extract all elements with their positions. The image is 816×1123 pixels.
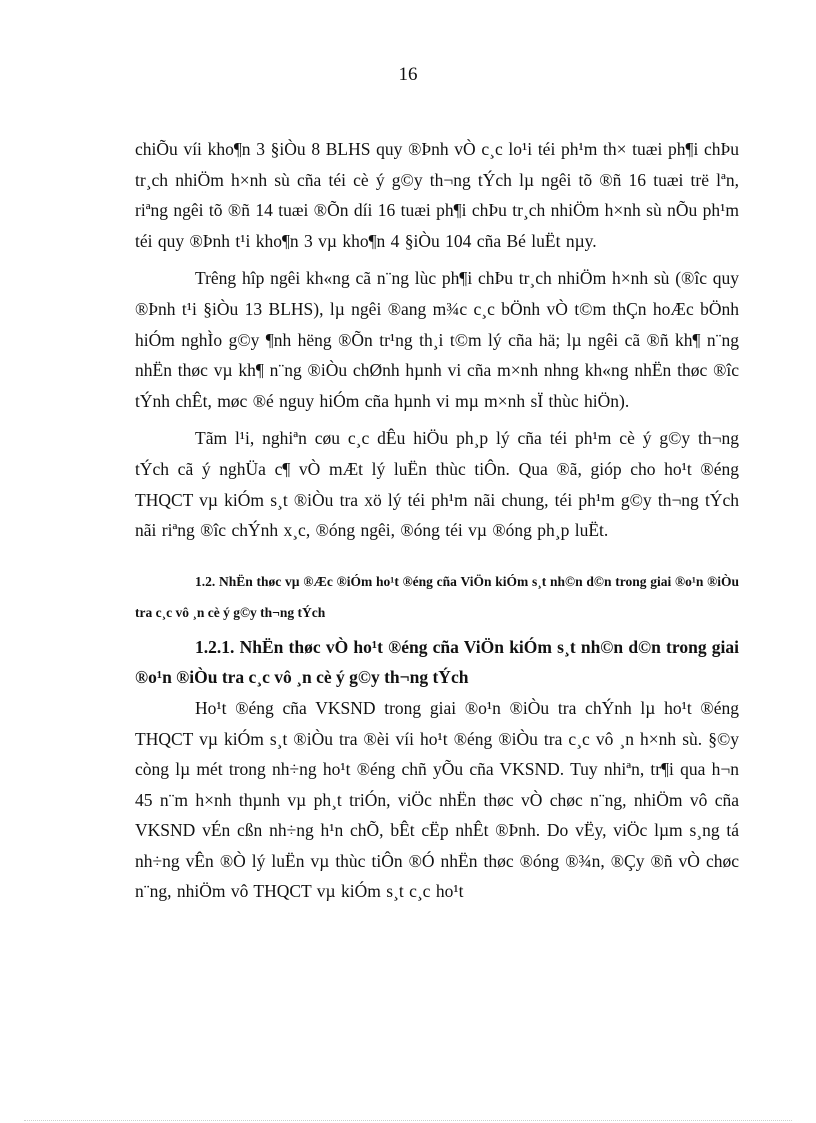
paragraph-summary: Tãm l¹i, nghiªn cøu c¸c dÊu hiÖu ph¸p lý cña téi ph¹m cè ý g©y th¬ng tÝch cã ý nghÜa c¶ vÒ mÆt lý luËn thùc tiÔn. Qua ®ã, gióp cho ho¹t ®éng THQCT vµ kiÓm s¸t ®iÒu tra xö lý téi ph¹m nãi chung, téi ph¹m g©y th¬ng tÝch nãi riªng ®îc chÝnh x¸c, ®óng ngêi, ®óng téi vµ ®óng ph¸p luËt. xyxy=(135,428,739,541)
section-heading-1-2: 1.2. NhËn thøc vµ ®Æc ®iÓm ho¹t ®éng cña ViÖn kiÓm s¸t nh©n d©n trong giai ®o¹n ®iÒu tra c¸c vô ¸n cè ý g©y th¬ng tÝch xyxy=(135,573,739,620)
page-body xyxy=(135,134,739,907)
bottom-divider xyxy=(24,1120,792,1121)
page-number: 16 xyxy=(398,64,418,85)
section-heading-1-2-1: 1.2.1. NhËn thøc vÒ ho¹t ®éng cña ViÖn kiÓm s¸t nh©n d©n trong giai ®o¹n ®iÒu tra c¸c vô ¸n cè ý g©y th¬ng tÝch xyxy=(135,636,739,688)
paragraph-no-capacity: Trêng hîp ngêi kh«ng cã n¨ng lùc ph¶i chÞu tr¸ch nhiÖm h×nh sù (®îc quy ®Þnh t¹i §iÒu 13 BLHS), lµ ngêi ®ang m¾c c¸c bÖnh vÒ t©m thÇn hoÆc bÖnh hiÓm nghÌo g©y ¶nh hëng ®Õn tr¹ng th¸i t©m lý cña hä; lµ ngêi cã ®ñ kh¶ n¨ng nhËn thøc vµ kh¶ n¨ng ®iÒu chØnh hµnh vi cña m×nh nhng kh«ng nhËn thøc ®îc tÝnh chÊt, møc ®é nguy hiÓm cña hµnh vi mµ m×nh sÏ thùc hiÖn). xyxy=(135,268,739,411)
paragraph-age-liability: chiÕu víi kho¶n 3 §iÒu 8 BLHS quy ®Þnh vÒ c¸c lo¹i téi ph¹m th× tuæi ph¶i chÞu tr¸ch nhiÖm h×nh sù cña téi cè ý g©y th¬ng tÝch lµ ngêi tõ ®ñ 16 tuæi trë lªn, riªng ngêi tõ ®ñ 14 tuæi ®Õn díi 16 tuæi ph¶i chÞu tr¸ch nhiÖm h×nh sù nÕu ph¹m téi quy ®Þnh t¹i kho¶n 3 vµ kho¶n 4 §iÒu 104 cña Bé luËt nµy. xyxy=(135,139,739,251)
paragraph-vksnd-activity: Ho¹t ®éng cña VKSND trong giai ®o¹n ®iÒu tra chÝnh lµ ho¹t ®éng THQCT vµ kiÓm s¸t ®iÒu tra ®èi víi ho¹t ®éng ®iÒu tra c¸c vô ¸n h×nh sù. §©y còng lµ mét trong nh÷ng ho¹t ®éng chñ yÕu cña VKSND. Tuy nhiªn, tr¶i qua h¬n 45 n¨m h×nh thµnh vµ ph¸t triÓn, viÖc nhËn thøc vÒ chøc n¨ng, nhiÖm vô cña VKSND vÉn cßn nh÷ng h¹n chÕ, bÊt cËp nhÊt ®Þnh. Do vËy, viÖc lµm s¸ng tá nh÷ng vÊn ®Ò lý luËn vµ thùc tiÔn ®Ó nhËn thøc ®óng ®¾n, ®Çy ®ñ vÒ chøc n¨ng, nhiÖm vô THQCT vµ kiÓm s¸t c¸c ho¹t xyxy=(135,697,739,902)
